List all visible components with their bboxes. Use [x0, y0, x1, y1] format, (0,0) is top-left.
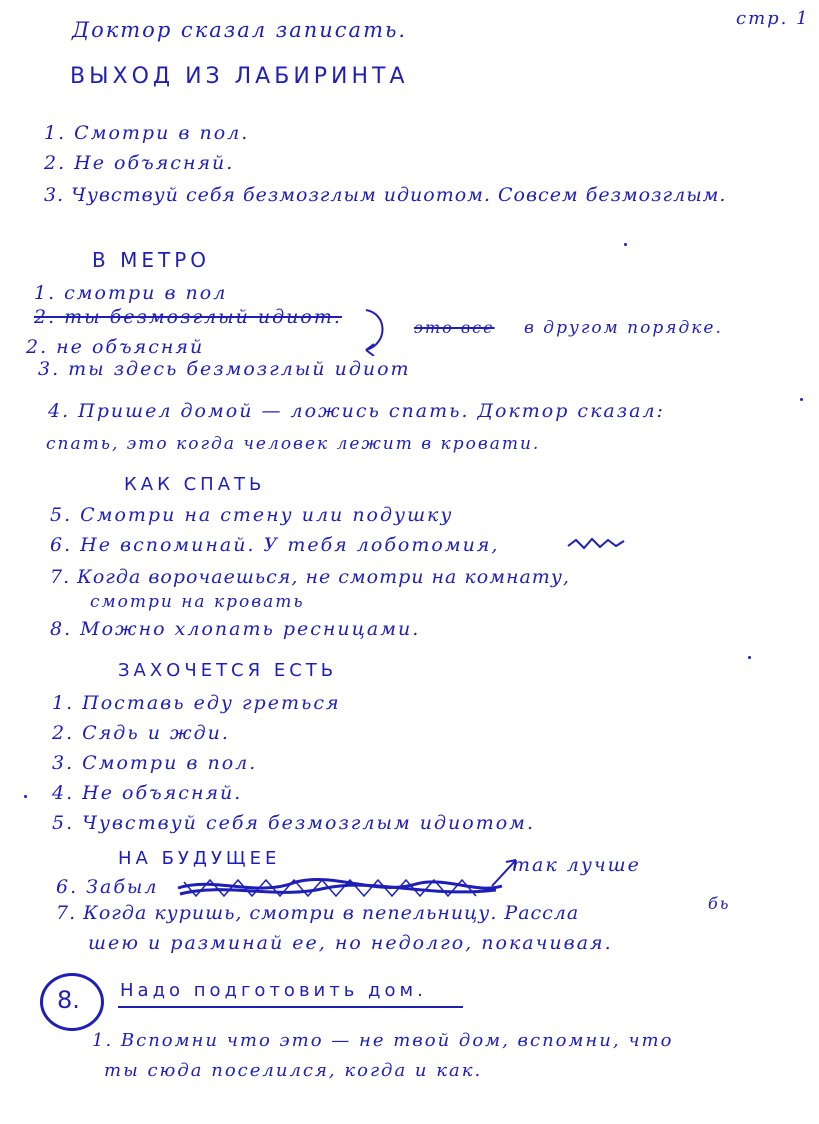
item4-line1: 4. Пришел домой — ложись спать. Доктор сказал: [48, 400, 665, 422]
main-list-item-2: 2. Не объясняй. [44, 152, 235, 174]
metro-note-struck: это все [414, 318, 495, 337]
page-number: стр. 1 [736, 8, 810, 29]
sleep-item-7: 7. Когда ворочаешься, не смотри на комнату, [50, 566, 570, 588]
eat-item-2: 2. Сядь и жди. [52, 722, 230, 744]
sleep-item-7-cont: смотри на кровать [90, 592, 305, 612]
metro-heading: В МЕТРО [92, 248, 210, 272]
eat-item-4: 4. Не объясняй. [52, 782, 243, 804]
eat-item-5: 5. Чувствуй себя безмозглым идиотом. [52, 812, 535, 834]
page-title: ВЫХОД ИЗ ЛАБИРИНТА [70, 64, 409, 89]
eat-item-3: 3. Смотри в пол. [52, 752, 258, 774]
metro-note: в другом порядке. [524, 318, 723, 338]
future-item-7-line2: шею и разминай ее, но недолго, покачивая. [88, 932, 613, 954]
future-heading: НА БУДУЩЕЕ [118, 848, 281, 869]
future-item-6: 6. Забыл [56, 876, 159, 898]
ink-dot [624, 243, 627, 246]
section8-line2: ты сюда поселился, когда и как. [104, 1060, 483, 1081]
metro-item-3: 3. ты здесь безмозглый идиот [38, 358, 411, 380]
metro-item-struck: 2. ты безмозглый идиот. [34, 306, 342, 328]
ink-dot [24, 795, 27, 798]
eat-item-1: 1. Поставь еду греться [52, 692, 341, 714]
scribble-mark [566, 534, 626, 554]
sleep-item-6: 6. Не вспоминай. У тебя лоботомия, [50, 534, 500, 556]
section-number: 8. [57, 986, 80, 1014]
intro-text: Доктор сказал записать. [72, 18, 408, 42]
main-list-item-3: 3. Чувствуй себя безмозглым идиотом. Совсем безмозглым. [44, 184, 727, 206]
eat-heading: ЗАХОЧЕТСЯ ЕСТЬ [118, 660, 338, 681]
metro-item-2: 2. не объясняй [26, 336, 205, 358]
scribble-mark [176, 872, 506, 902]
section-number-circle [40, 973, 104, 1031]
sleep-item-5: 5. Смотри на стену или подушку [50, 504, 454, 526]
future-item-7: 7. Когда куришь, смотри в пепельницу. Рассла [56, 902, 580, 924]
future-item-7-cont: бь [708, 894, 731, 913]
metro-item-1: 1. смотри в пол [34, 282, 228, 304]
future-note: так лучше [512, 854, 641, 876]
ink-dot [800, 398, 803, 401]
item4-line2: спать, это когда человек лежит в кровати. [46, 434, 541, 454]
bracket-arrow-icon [330, 306, 410, 356]
section8-line1: 1. Вспомни что это — не твой дом, вспомни, что [92, 1030, 674, 1051]
main-list-item-1: 1. Смотри в пол. [44, 122, 250, 144]
section8-heading: Надо подготовить дом. [120, 980, 427, 1001]
ink-dot [748, 656, 751, 659]
sleep-heading: КАК СПАТЬ [124, 474, 266, 495]
sleep-item-8: 8. Можно хлопать ресницами. [50, 618, 421, 640]
heading-underline [118, 1006, 463, 1008]
